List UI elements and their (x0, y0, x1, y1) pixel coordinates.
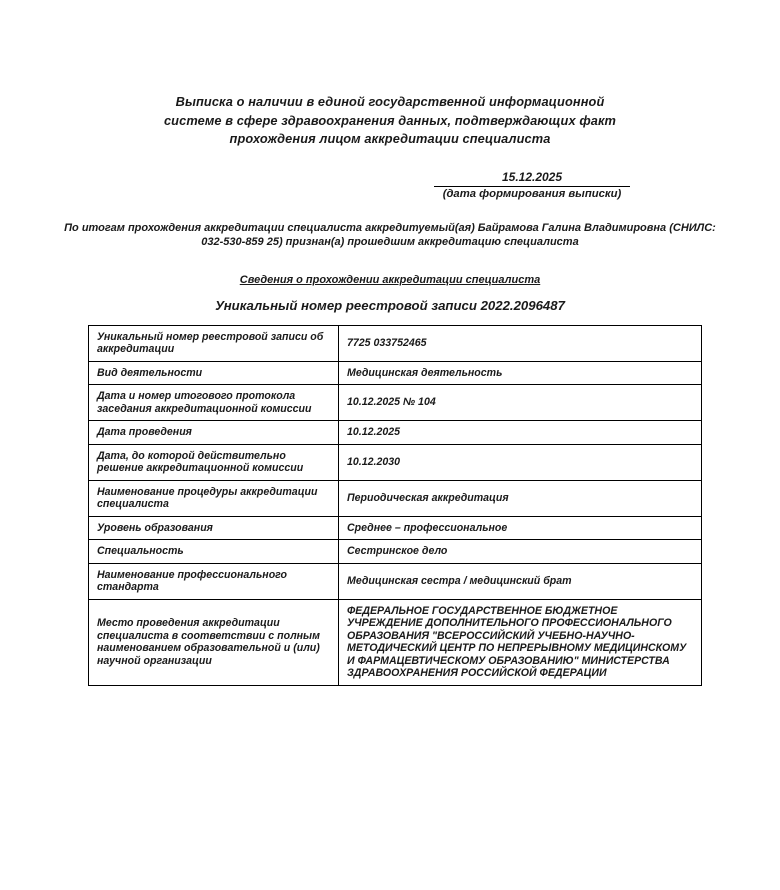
intro-line: 032-530-859 25) признан(а) прошедшим аккредитацию специалиста (201, 236, 579, 248)
table-row (89, 480, 702, 516)
table-row (89, 563, 702, 599)
row-value: 10.12.2030 (339, 444, 702, 480)
row-label: Дата проведения (89, 421, 339, 445)
page-title-line: Выписка о наличии в единой государственной информационной (175, 94, 605, 109)
table-row (89, 325, 702, 361)
row-label: Дата, до которой действительно решение аккредитационной комиссии (89, 444, 339, 480)
row-value: Среднее – профессиональное (339, 516, 702, 540)
table-row (89, 361, 702, 385)
row-label: Вид деятельности (89, 361, 339, 385)
row-label: Уровень образования (89, 516, 339, 540)
intro-paragraph (0, 221, 780, 250)
table-row (89, 599, 702, 685)
issue-date: 15.12.2025 (501, 169, 563, 184)
row-label: Наименование процедуры аккредитации специалиста (89, 480, 339, 516)
row-value: 10.12.2025 № 104 (339, 385, 702, 421)
row-label: Дата и номер итогового протокола заседания аккредитационной комиссии (89, 385, 339, 421)
row-label: Место проведения аккредитации специалиста в соответствии с полным наименованием образовательной и (или) научной организации (89, 599, 339, 685)
issue-date-block (434, 170, 630, 200)
accreditation-table (88, 325, 702, 686)
row-label: Специальность (89, 540, 339, 564)
row-value: 7725 033752465 (339, 325, 702, 361)
page-title-line: системе в сфере здравоохранения данных, подтверждающих факт (163, 112, 617, 128)
row-value: Медицинская сестра / медицинский брат (339, 563, 702, 599)
table-row (89, 540, 702, 564)
row-value: Медицинская деятельность (339, 361, 702, 385)
row-label: Наименование профессионального стандарта (89, 563, 339, 599)
row-value: Сестринское дело (339, 540, 702, 564)
table-row (89, 444, 702, 480)
table-row (89, 385, 702, 421)
registry-number: Уникальный номер реестровой записи 2022.2096487 (215, 297, 565, 313)
row-value: ФЕДЕРАЛЬНОЕ ГОСУДАРСТВЕННОЕ БЮДЖЕТНОЕ УЧРЕЖДЕНИЕ ДОПОЛНИТЕЛЬНОГО ПРОФЕССИОНАЛЬНОГО ОБРАЗОВАНИЯ "ВСЕРОССИЙСКИЙ УЧЕБНО-НАУЧНО-МЕТОДИЧЕСКИЙ ЦЕНТР ПО НЕПРЕРЫВНОМУ МЕДИЦИНСКОМУ И ФАРМАЦЕВТИЧЕСКОМУ ОБРАЗОВАНИЮ" МИНИСТЕРСТВА ЗДРАВООХРАНЕНИЯ РОССИЙСКОЙ ФЕДЕРАЦИИ (339, 599, 702, 685)
intro-line: По итогам прохождения аккредитации специалиста аккредитуемый(ая) Байрамова Галина Владимировна (СНИЛС: (64, 221, 716, 234)
table-row (89, 421, 702, 445)
issue-date-caption: (дата формирования выписки) (434, 186, 630, 200)
section-heading: Сведения о прохождении аккредитации специалиста (239, 273, 541, 286)
table-row (89, 516, 702, 540)
page-title-line: прохождения лицом аккредитации специалиста (229, 131, 551, 146)
row-label: Уникальный номер реестровой записи об аккредитации (89, 325, 339, 361)
page-title (0, 93, 780, 149)
row-value: 10.12.2025 (339, 421, 702, 445)
row-value: Периодическая аккредитация (339, 480, 702, 516)
